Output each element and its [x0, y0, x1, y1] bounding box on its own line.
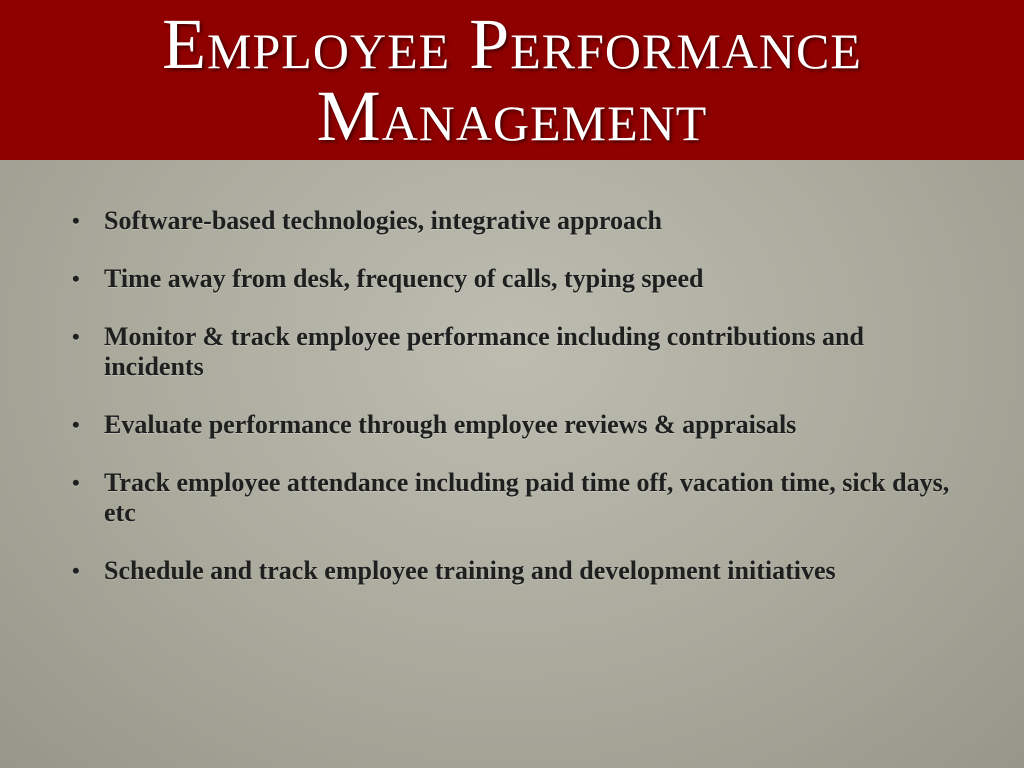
slide-title: Employee Performance Management	[162, 4, 862, 156]
bullet-icon: •	[72, 266, 80, 291]
bullet-text: Track employee attendance including paid time off, vacation time, sick days, etc	[104, 468, 950, 527]
bullet-item	[70, 206, 960, 236]
bullet-text: Monitor & track employee performance including contributions and incidents	[104, 322, 864, 381]
bullet-icon: •	[72, 324, 80, 349]
bullet-icon: •	[72, 558, 80, 583]
bullet-item	[70, 322, 960, 382]
bullet-list	[70, 206, 960, 614]
bullet-item	[70, 556, 960, 586]
bullet-text: Schedule and track employee training and development initiatives	[104, 556, 836, 585]
bullet-icon: •	[72, 208, 80, 233]
bullet-item	[70, 468, 960, 528]
bullet-text: Software-based technologies, integrative approach	[104, 206, 662, 235]
bullet-item	[70, 410, 960, 440]
bullet-text: Evaluate performance through employee reviews & appraisals	[104, 410, 797, 439]
bullet-text: Time away from desk, frequency of calls, typing speed	[104, 264, 704, 293]
bullet-icon: •	[72, 470, 80, 495]
bullet-item	[70, 264, 960, 294]
bullet-icon: •	[72, 412, 80, 437]
